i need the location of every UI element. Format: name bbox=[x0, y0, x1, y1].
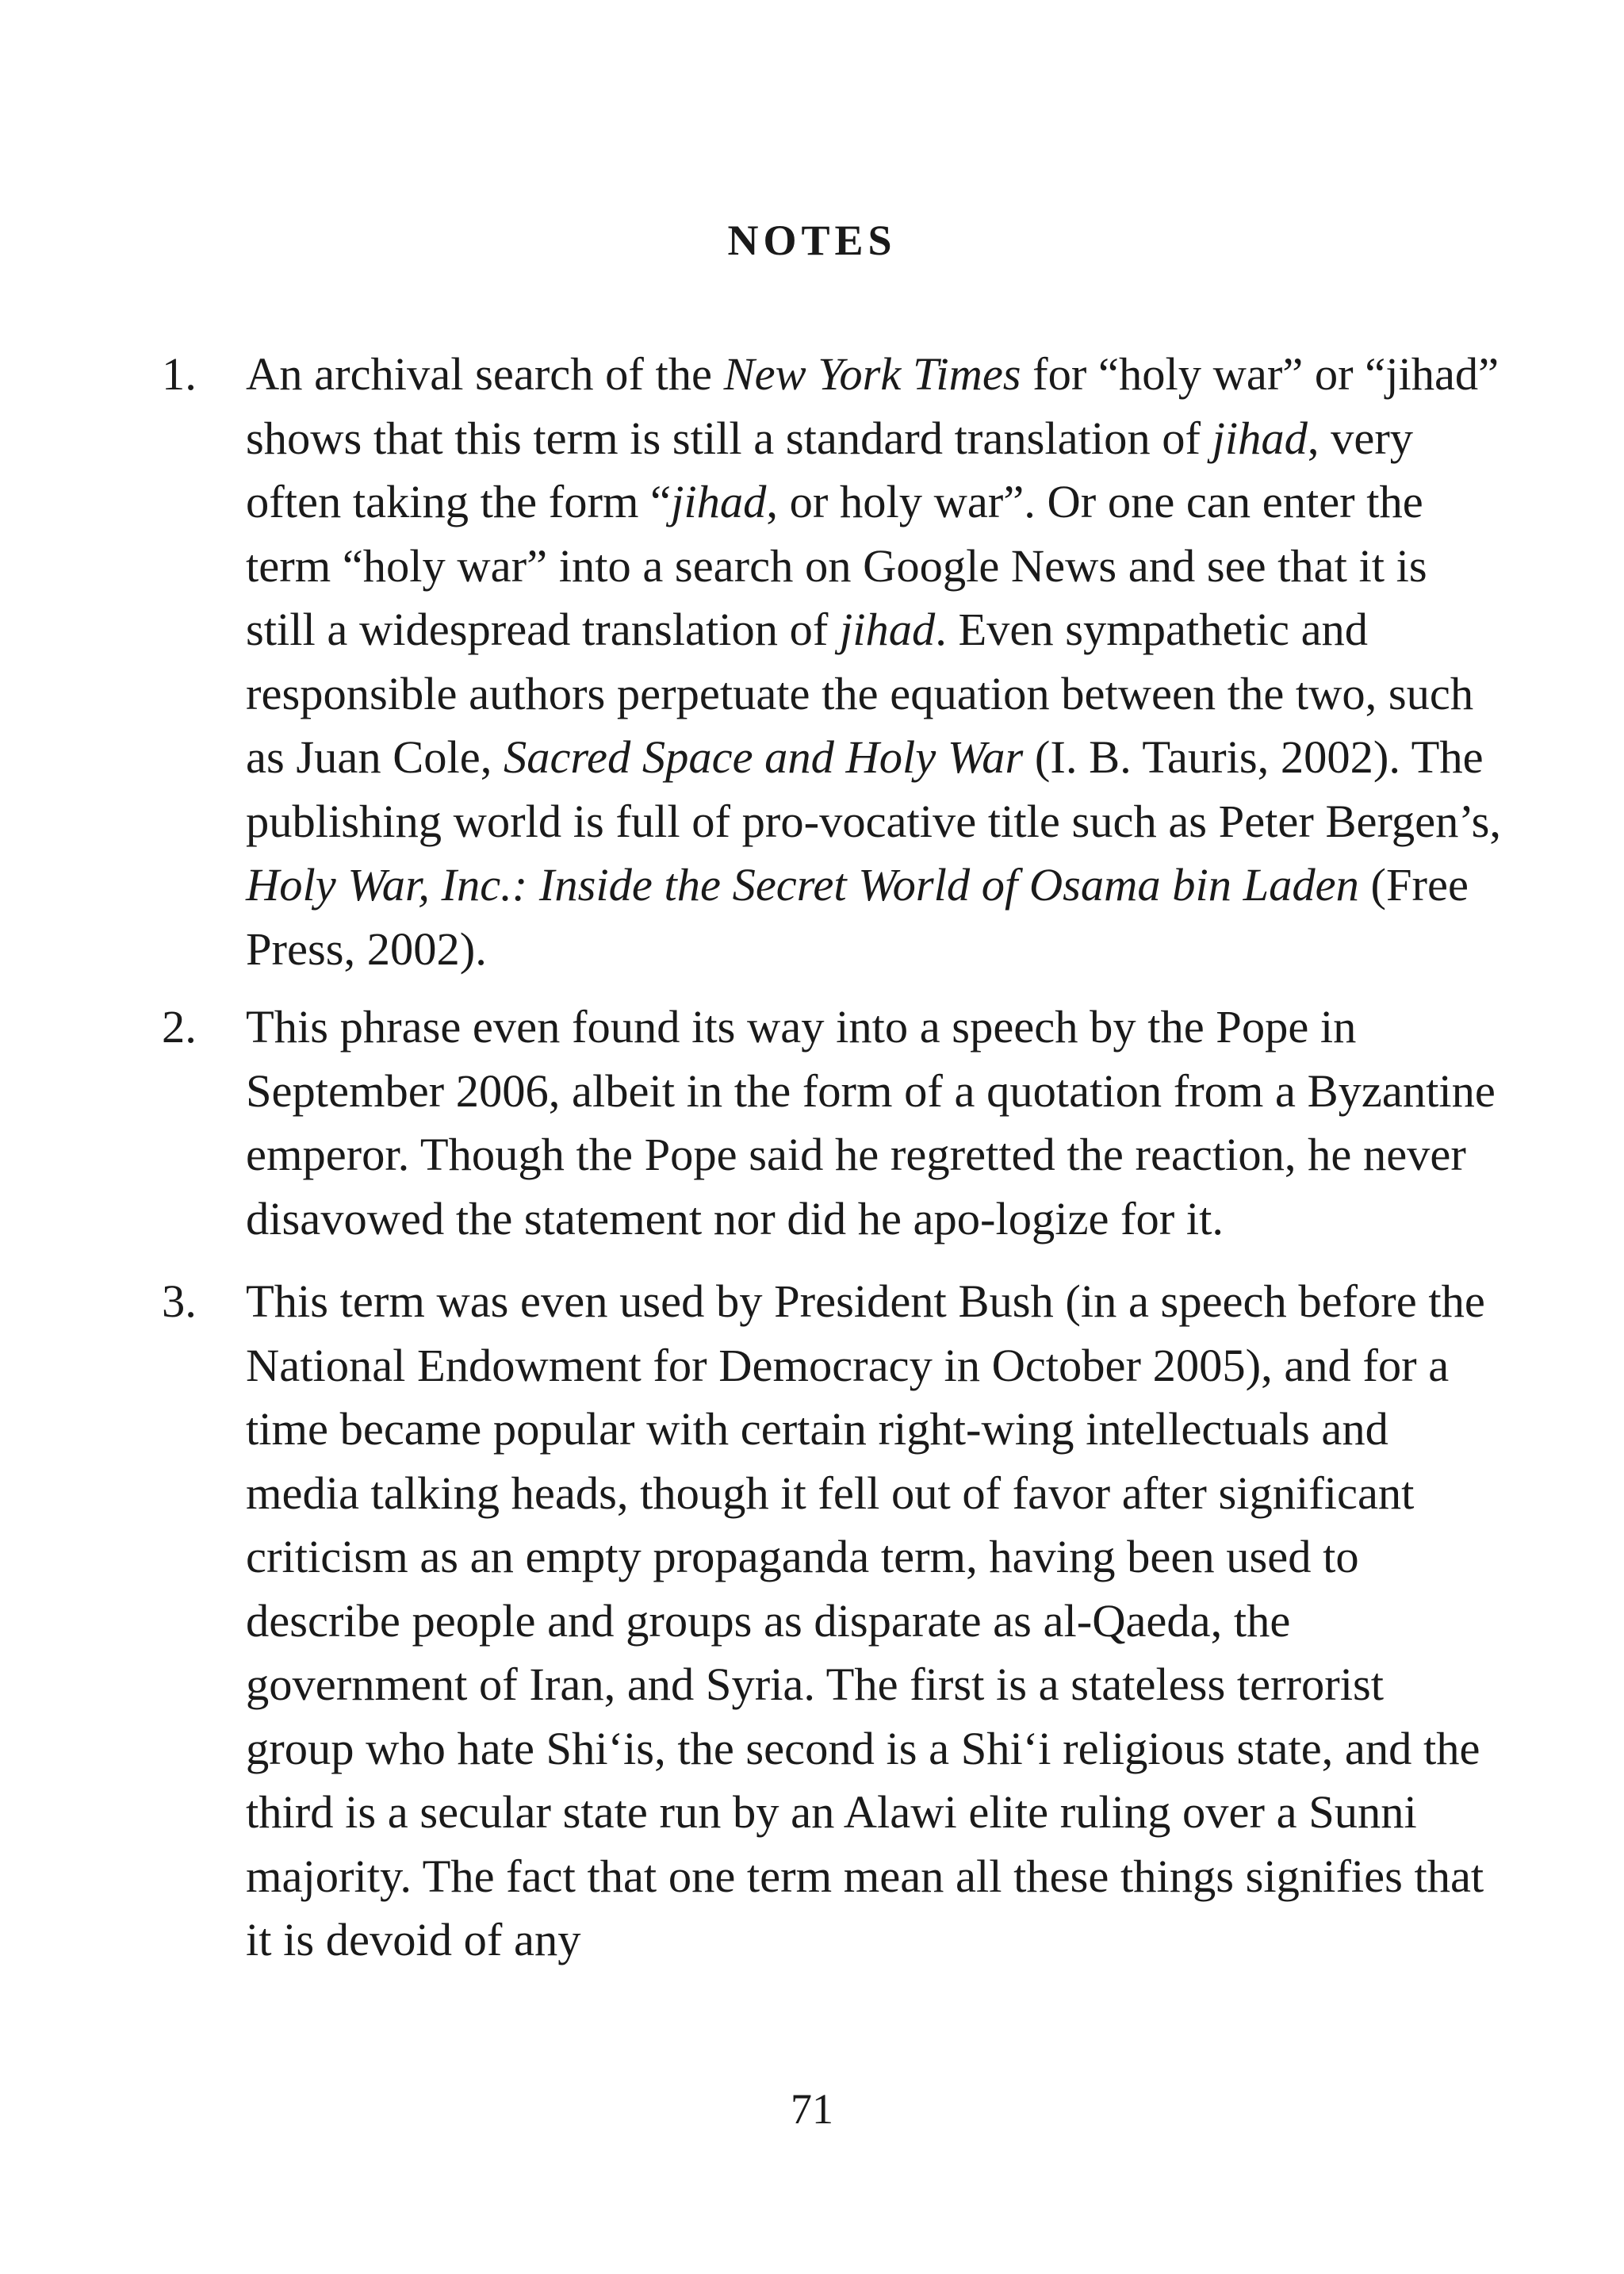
note-number: 2. bbox=[162, 1001, 197, 1053]
note-item bbox=[162, 1270, 1502, 1973]
note-text-segment: , very often taking the form “ bbox=[246, 412, 1414, 527]
note-text-segment-italic: Sacred Space and Holy War bbox=[503, 731, 1024, 783]
note-number: 1. bbox=[162, 348, 197, 400]
note-text bbox=[246, 1001, 1496, 1244]
note-text-segment: (I. B. Tauris, 2002). The publishing world is full of pro-vocative title such as Peter Bergen’s, bbox=[246, 731, 1502, 847]
note-item bbox=[162, 343, 1502, 981]
page-title: NOTES bbox=[727, 217, 897, 264]
note-text-segment: This term was even used by President Bush (in a speech before the National Endowment for Democracy in October 2005), and for a time became popular with certain right-wing intellectuals and media talking heads, though it fell out of favor after significant criticism as an empty propaganda term, having been used to describe people and groups as disparate as al-Qaeda, the government of Iran, and Syria. The first is a stateless terrorist group who hate Shi‘is, the second is a Shi‘i religious state, and the third is a secular state run by an Alawi elite ruling over a Sunni majority. The fact that one term mean all these things signifies that it is devoid of any bbox=[246, 1275, 1485, 1965]
notes-list bbox=[162, 343, 1502, 1973]
note-number: 3. bbox=[162, 1275, 197, 1327]
note-text bbox=[246, 1275, 1485, 1965]
note-text-segment: , or holy war”. Or one can enter the term “holy war” into a search on Google News and see that it is still a widespread translation of bbox=[246, 476, 1427, 655]
note-text-segment-italic: jihad bbox=[671, 476, 767, 527]
note-text-segment: for “holy war” or “jihad” shows that this term is still a standard translation of bbox=[246, 348, 1500, 464]
note-text-segment-italic: jihad bbox=[1212, 412, 1308, 464]
note-text bbox=[246, 348, 1501, 975]
note-item bbox=[162, 995, 1502, 1251]
note-text-segment-italic: Holy War, Inc.: Inside the Secret World of Osama bin Laden bbox=[246, 859, 1359, 911]
page-number: 71 bbox=[791, 2085, 833, 2133]
note-text-segment: (Free Press, 2002). bbox=[246, 859, 1469, 975]
note-text-segment: . Even sympathetic and responsible authors perpetuate the equation between the two, such as Juan Cole, bbox=[246, 604, 1474, 783]
note-text-segment-italic: jihad bbox=[839, 604, 936, 655]
note-text-segment-italic: New York Times bbox=[723, 348, 1021, 400]
note-text-segment: This phrase even found its way into a speech by the Pope in September 2006, albeit in the form of a quotation from a Byzantine emperor. Though the Pope said he regretted the reaction, he never disavowed the statement nor did he apo-logize for it. bbox=[246, 1001, 1496, 1244]
note-text-segment: An archival search of the bbox=[246, 348, 724, 400]
